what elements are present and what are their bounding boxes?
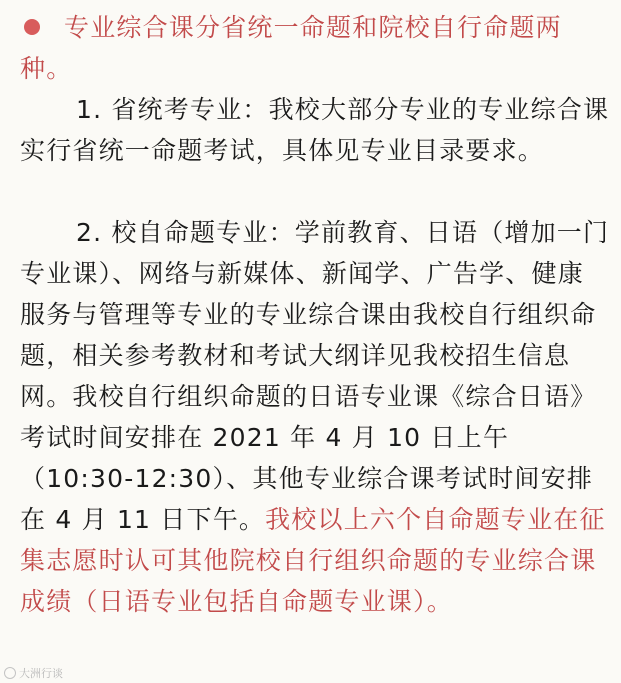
section-heading xyxy=(20,7,610,89)
bullet-dot-icon xyxy=(24,19,40,35)
paragraph2-highlight: 我校以上六个自命题专业在征集志愿时认可其他院校自行组织命题的专业综合课成绩（日语专业包括自命题专业课）。 xyxy=(20,505,606,616)
paragraph2-text: 2. 校自命题专业：学前教育、日语（增加一门专业课）、网络与新媒体、新闻学、广告学、健康服务与管理等专业的专业综合课由我校自行组织命题，相关参考教材和考试大纲详见我校招生信息网。我校自行组织命题的日语专业课《综合日语》考试时间安排在 2021 年 4 月 10 日上午（10:30-12:30）、其他专业综合课考试时间安排在 4 月 11 日下午。 xyxy=(20,218,610,534)
paragraph-school-exam xyxy=(20,212,610,622)
logo-circle-icon xyxy=(4,667,16,679)
watermark xyxy=(4,665,63,681)
heading-text: 专业综合课分省统一命题和院校自行命题两种。 xyxy=(20,13,562,83)
paragraph-provincial-exam xyxy=(20,89,610,171)
watermark-text: 大洲行谈 xyxy=(19,667,63,680)
paragraph1-text: 1. 省统考专业：我校大部分专业的专业综合课实行省统一命题考试，具体见专业目录要求。 xyxy=(20,95,610,165)
